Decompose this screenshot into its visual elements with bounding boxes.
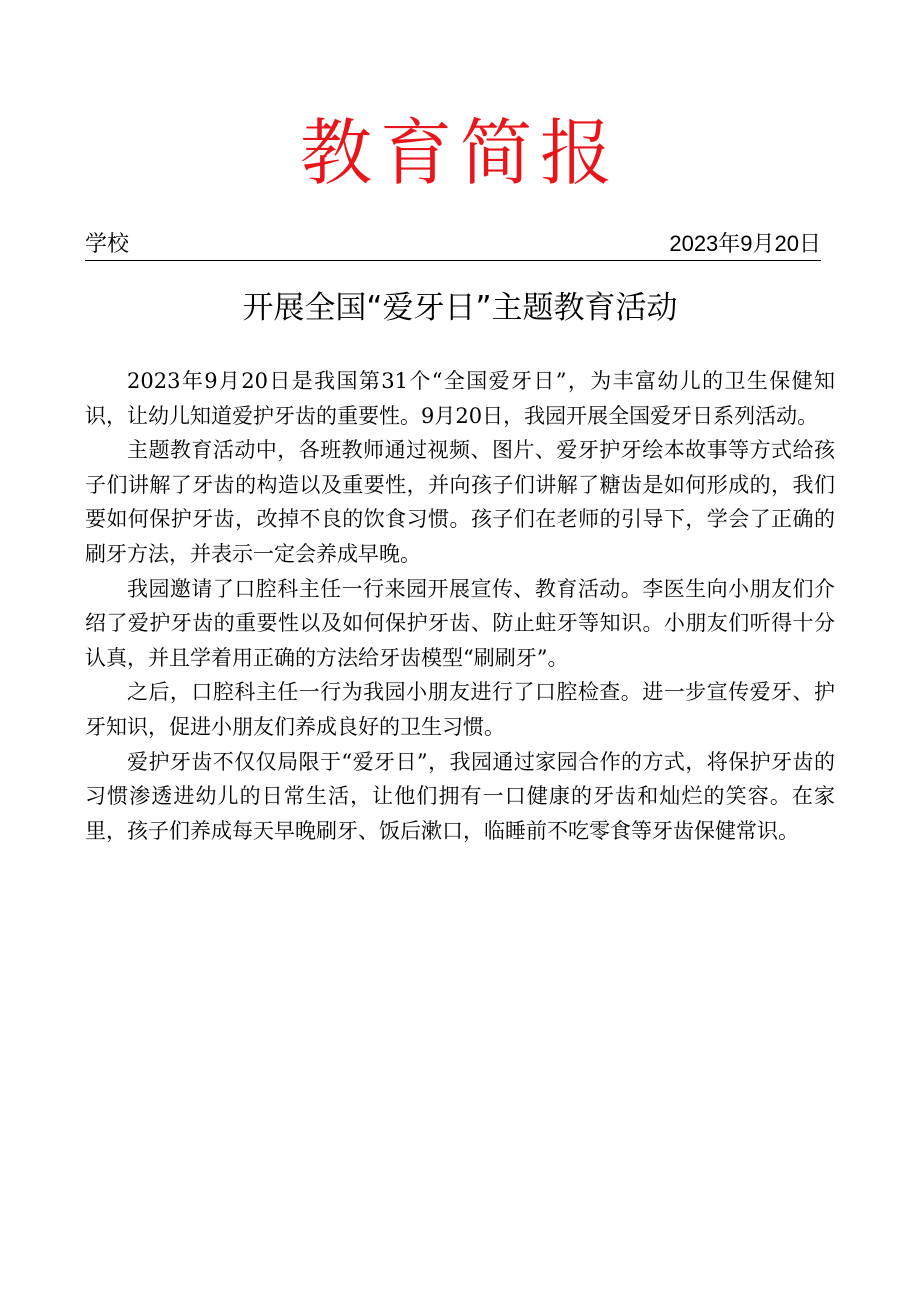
issue-date: 2023年9月20日 — [669, 231, 821, 256]
school-label: 学校 — [85, 231, 130, 256]
article-paragraph: 爱护牙齿不仅仅局限于“爱牙日”，我园通过家园合作的方式，将保护牙齿的习惯渗透进幼儿的日常生活，让他们拥有一口健康的牙齿和灿烂的笑容。在家里，孩子们养成每天早晚刷牙、饭后漱口，临睡前不吃零食等牙齿保健常识。 — [85, 749, 835, 843]
article-paragraph: 我园邀请了口腔科主任一行来园开展宣传、教育活动。李医生向小朋友们介绍了爱护牙齿的重要性以及如何保护牙齿、防止蛀牙等知识。小朋友们听得十分认真，并且学着用正确的方法给牙齿模型“刷刷牙”。 — [85, 576, 835, 670]
school-date-line — [85, 228, 821, 261]
newsletter-masthead: 教育简报 — [299, 111, 620, 195]
article-body — [85, 364, 835, 848]
article-paragraph: 之后，口腔科主任一行为我园小朋友进行了口腔检查。进一步宣传爱牙、护牙知识，促进小朋友们养成良好的卫生习惯。 — [85, 680, 835, 739]
article-paragraph: 2023年9月20日是我国第31个“全国爱牙日”，为丰富幼儿的卫生保健知识，让幼儿知道爱护牙齿的重要性。9月20日，我园开展全国爱牙日系列活动。 — [85, 369, 835, 428]
article-paragraph: 主题教育活动中，各班教师通过视频、图片、爱牙护牙绘本故事等方式给孩子们讲解了牙齿的构造以及重要性，并向孩子们讲解了糖齿是如何形成的，我们要如何保护牙齿，改掉不良的饮食习惯。孩子们在老师的引导下，学会了正确的刷牙方法，并表示一定会养成早晚。 — [85, 438, 835, 566]
article-title: 开展全国“爱牙日”主题教育活动 — [242, 290, 678, 326]
